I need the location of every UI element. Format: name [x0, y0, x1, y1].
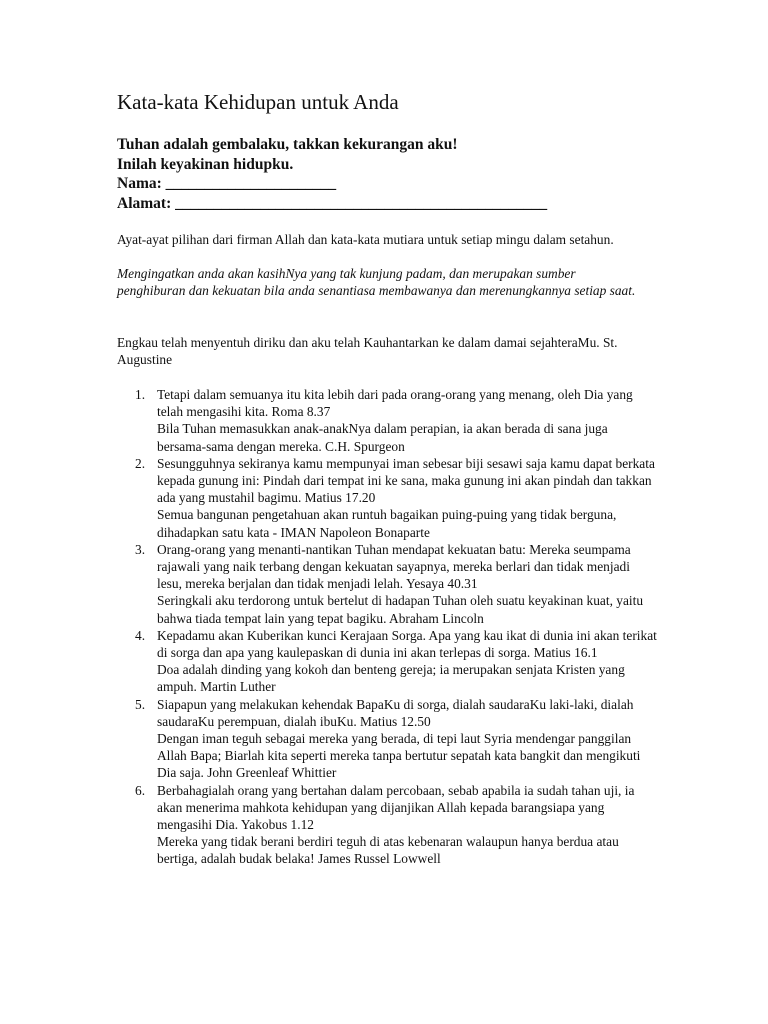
item-number: 2. — [135, 455, 146, 471]
quote-text: Doa adalah dinding yang kokoh dan benteng gereja; ia merupakan senjata Kristen yang ampuh. Martin Luther — [157, 662, 625, 695]
header-line-1: Tuhan adalah gembalaku, takkan kekurangan aku! — [117, 136, 458, 153]
list-item — [117, 627, 657, 696]
bible-verse: Orang-orang yang menanti-nantikan Tuhan mendapat kekuatan batu: Mereka seumpama rajawali yang naik terbang dengan kekuatan sayapnya, mereka berlari dan tidak menjadi lesu, mereka berjalan dan tidak menjadi lelah. Yesaya 40.31 — [157, 541, 631, 592]
item-number: 1. — [135, 387, 146, 402]
list-item — [117, 782, 657, 868]
item-number: 6. — [135, 782, 146, 798]
bible-verse: Kepadamu akan Kuberikan kunci Kerajaan Sorga. Apa yang kau ikat di dunia ini akan terikat di sorga dan apa yang kaulepaskan di dunia ini akan terlepas di sorga. Matius 16.1 — [157, 627, 657, 661]
bible-verse: Berbahagialah orang yang bertahan dalam percobaan, sebab apabila ia sudah tahan uji, ia akan menerima mahkota kehidupan yang dijanjikan Allah kepada barangsiapa yang mengasihi Dia. Yakobus 1.12 — [157, 782, 635, 833]
quote-text: Semua bangunan pengetahuan akan runtuh bagaikan puing-puing yang tidak berguna, dihadapkan satu kata - IMAN Napoleon Bonaparte — [157, 507, 617, 540]
quote-text: Seringkali aku terdorong untuk bertelut di hadapan Tuhan oleh suatu keyakinan kuat, yaitu bahwa tiada tempat lain yang tepat bagiku. Abraham Lincoln — [157, 593, 644, 626]
item-number: 5. — [135, 696, 146, 712]
bible-verse: Tetapi dalam semuanya itu kita lebih dari pada orang-orang yang menang, oleh Dia yang telah mengasihi kita. Roma 8.37 — [157, 387, 633, 420]
augustine-quote: Engkau telah menyentuh diriku dan aku telah Kauhantarkan ke dalam damai sejahteraMu. St. Augustine — [117, 335, 618, 368]
page-title: Kata-kata Kehidupan untuk Anda — [117, 90, 399, 114]
list-item — [117, 455, 657, 541]
name-field-line: Nama: ______________________ — [117, 175, 337, 192]
quote-text: Mereka yang tidak berani berdiri teguh di atas kebenaran walaupun hanya berdua atau bertiga, adalah budak belaka! James Russel Lowwell — [157, 834, 619, 867]
list-item — [117, 541, 657, 627]
list-item — [117, 386, 657, 455]
intro-paragraph: Ayat-ayat pilihan dari firman Allah dan kata-kata mutiara untuk setiap mingu dalam setahun. — [117, 232, 614, 247]
bible-verse: Sesungguhnya sekiranya kamu mempunyai iman sebesar biji sesawi saja kamu dapat berkata kepada gunung ini: Pindah dari tempat ini ke sana, maka gunung ini akan pindah dan takkan ada yang mustahil bagimu. Matius 17.20 — [157, 455, 655, 506]
verse-list — [117, 386, 657, 868]
header-block — [117, 135, 547, 213]
address-field-line: Alamat: ________________________________________________ — [117, 194, 548, 212]
item-number: 3. — [135, 541, 146, 557]
list-item — [117, 696, 657, 782]
italic-note: Mengingatkan anda akan kasihNya yang tak kunjung padam, dan merupakan sumber penghiburan dan kekuatan bila anda senantiasa membawanya dan merenungkannya setiap saat. — [117, 266, 636, 299]
item-number: 4. — [135, 627, 146, 643]
quote-text: Bila Tuhan memasukkan anak-anakNya dalam perapian, ia akan berada di sana juga bersama-sama dengan mereka. C.H. Spurgeon — [157, 421, 608, 454]
quote-text: Dengan iman teguh sebagai mereka yang berada, di tepi laut Syria mendengar panggilan Allah Bapa; Biarlah kita seperti mereka tanpa bertutur sepatah kata bangkit dan mengikuti Dia saja. John Greenleaf Whittier — [157, 731, 641, 781]
header-line-2: Inilah keyakinan hidupku. — [117, 155, 294, 173]
bible-verse: Siapapun yang melakukan kehendak BapaKu di sorga, dialah saudaraKu laki-laki, dialah saudaraKu perempuan, dialah ibuKu. Matius 12.50 — [157, 696, 634, 729]
